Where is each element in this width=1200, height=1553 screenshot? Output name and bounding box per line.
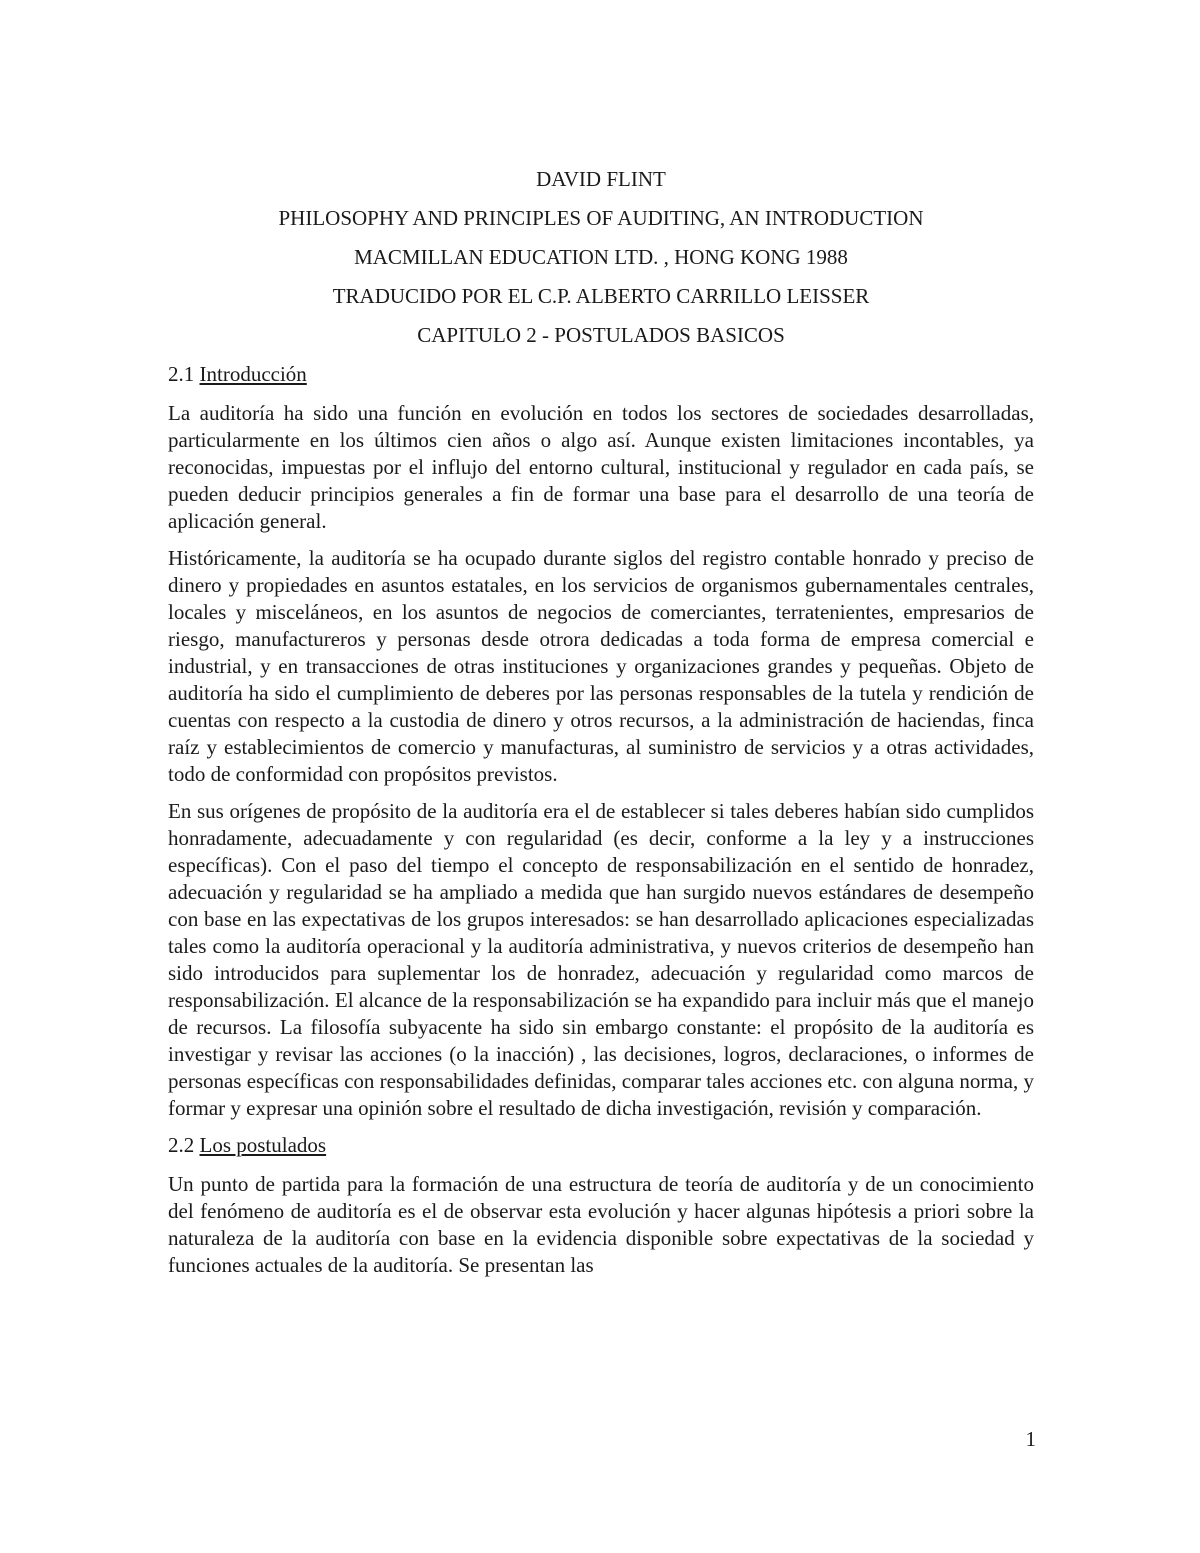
section-title: Los postulados	[199, 1133, 327, 1157]
page-content	[168, 166, 1034, 1289]
publisher-line: MACMILLAN EDUCATION LTD. , HONG KONG 1988	[354, 245, 848, 269]
section-number: 2.2	[168, 1133, 200, 1157]
paragraph: En sus orígenes de propósito de la auditoría era el de establecer si tales deberes habían sido cumplidos honradamente, adecuadamente y con regularidad (es decir, conforme a la ley y a instrucciones específicas). Con el paso del tiempo el concepto de responsabilización en el sentido de honradez, adecuación y regularidad se ha ampliado a medida que han surgido nuevos estándares de desempeño con base en las expectativas de los grupos interesados: se han desarrollado aplicaciones especializadas tales como la auditoría operacional y la auditoría administrativa, y nuevos criterios de desempeño han sido introducidos para suplementar los de honradez, adecuación y regularidad como marcos de responsabilización. El alcance de la responsabilización se ha expandido para incluir más que el manejo de recursos. La filosofía subyacente ha sido sin embargo constante: el propósito de la auditoría es investigar y revisar las acciones (o la inacción) , las decisiones, logros, declaraciones, o informes de personas específicas con responsabilidades definidas, comparar tales acciones etc. con alguna norma, y formar y expresar una opinión sobre el resultado de dicha investigación, revisión y comparación.	[168, 799, 1034, 1120]
section-title: Introducción	[199, 362, 307, 386]
author-line: DAVID FLINT	[536, 167, 666, 191]
section-heading-postulados	[168, 1132, 1034, 1158]
section-heading-introduccion	[168, 361, 1034, 387]
paragraph: Un punto de partida para la formación de una estructura de teoría de auditoría y de un conocimiento del fenómeno de auditoría es el de observar esta evolución y hacer algunas hipótesis a priori sobre la naturaleza de la auditoría con base en la evidencia disponible sobre expectativas de la sociedad y funciones actuales de la auditoría. Se presentan las	[168, 1172, 1034, 1277]
paragraph: La auditoría ha sido una función en evolución en todos los sectores de sociedades desarrolladas, particularmente en los últimos cien años o algo así. Aunque existen limitaciones incontables, ya reconocidas, impuestas por el influjo del entorno cultural, institucional y regulador en cada país, se pueden deducir principios generales a fin de formar una base para el desarrollo de una teoría de aplicación general.	[168, 401, 1034, 533]
section-number: 2.1	[168, 362, 200, 386]
paragraph: Históricamente, la auditoría se ha ocupado durante siglos del registro contable honrado y preciso de dinero y propiedades en asuntos estatales, en los servicios de organismos gubernamentales centrales, locales y misceláneos, en los asuntos de negocios de comerciantes, terratenientes, empresarios de riesgo, manufactureros y personas desde otrora dedicadas a toda forma de empresa comercial e industrial, y en transacciones de otras instituciones y organizaciones grandes y pequeñas. Objeto de auditoría ha sido el cumplimiento de deberes por las personas responsables de la tutela y rendición de cuentas con respecto a la custodia de dinero y otros recursos, a la administración de haciendas, finca raíz y establecimientos de comercio y manufacturas, al suministro de servicios y a otras actividades, todo de conformidad con propósitos previstos.	[168, 546, 1034, 786]
page-number: 1	[1025, 1427, 1036, 1451]
chapter-title: CAPITULO 2 - POSTULADOS BASICOS	[417, 323, 785, 347]
translator-line: TRADUCIDO POR EL C.P. ALBERTO CARRILLO LEISSER	[332, 284, 870, 308]
book-title-line: PHILOSOPHY AND PRINCIPLES OF AUDITING, AN INTRODUCTION	[278, 206, 924, 230]
